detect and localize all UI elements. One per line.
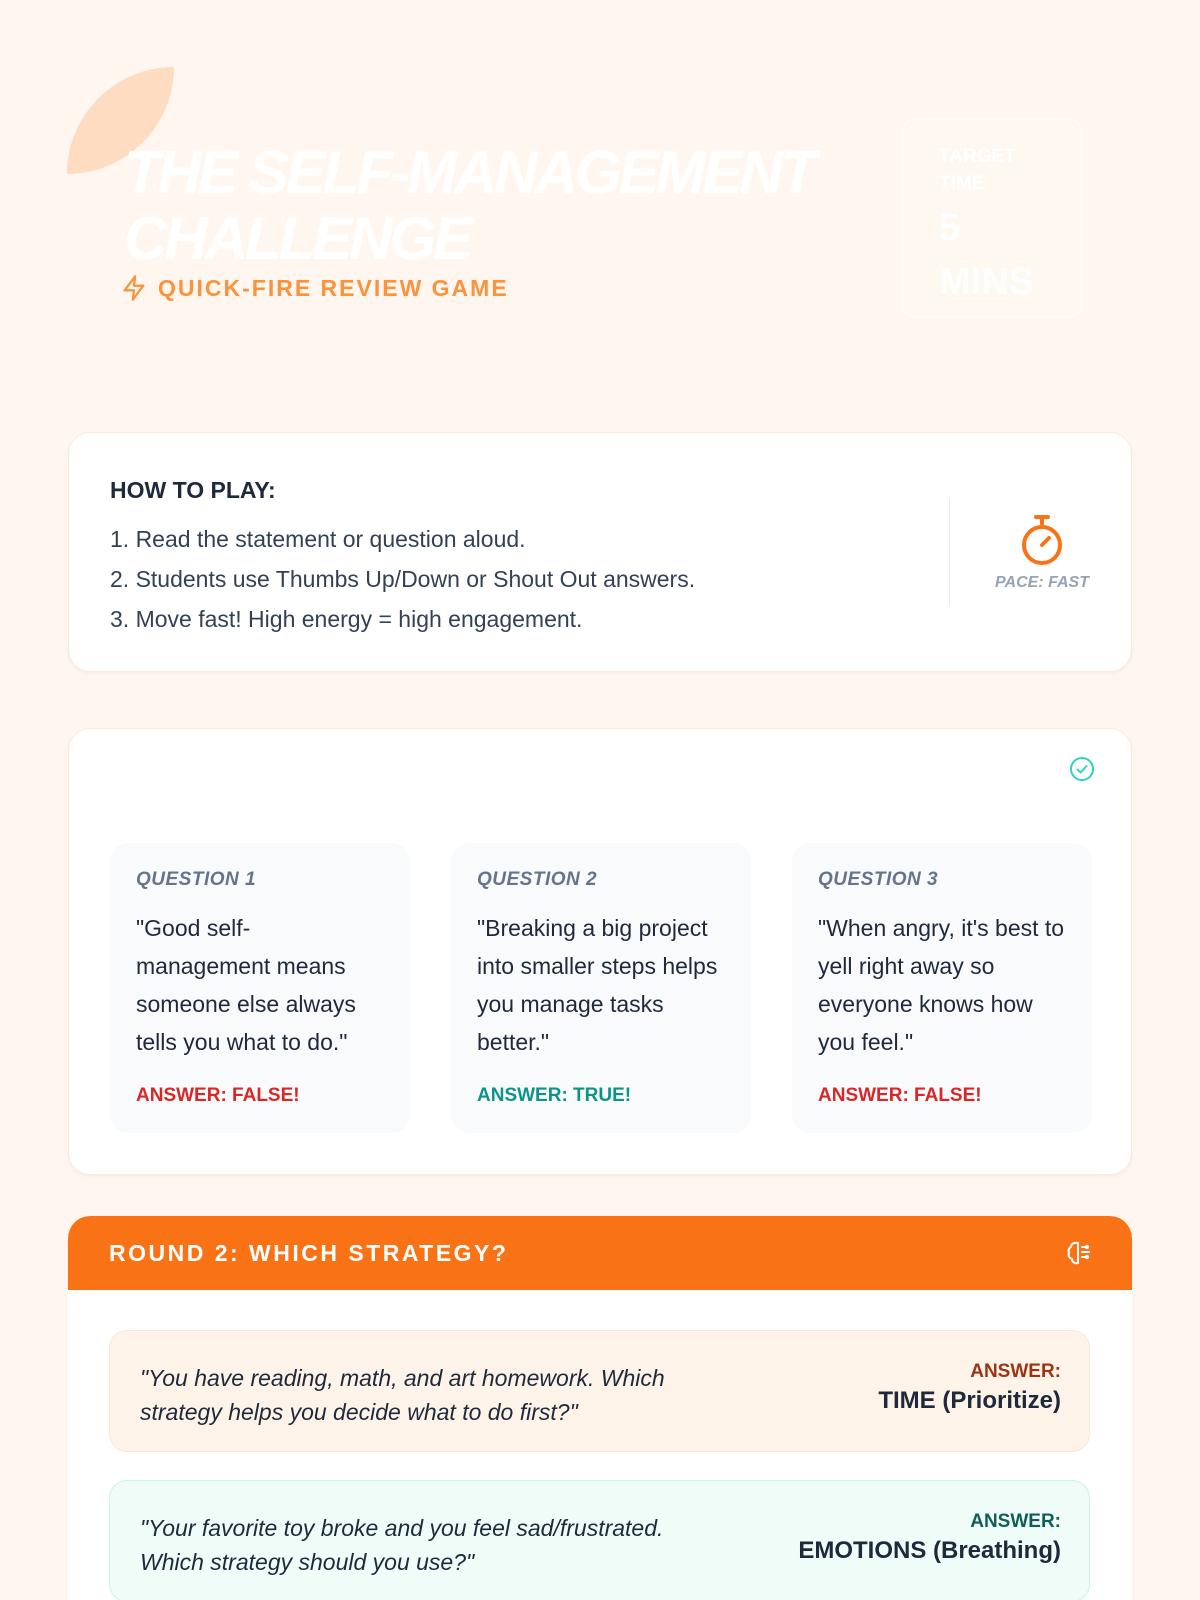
question-text: "When angry, it's best to yell right away so everyone knows how you feel.": [818, 915, 1065, 1055]
answer-label: ANSWER:: [970, 1511, 1061, 1532]
round-2-card: [68, 1216, 1132, 1600]
lightning-icon: [120, 274, 148, 302]
how-to-play-step: 2. Students use Thumbs Up/Down or Shout Out answers.: [110, 566, 696, 592]
subtitle-text: QUICK-FIRE REVIEW GAME: [158, 274, 509, 301]
question-answer: ANSWER: FALSE!: [136, 1085, 300, 1106]
question-card: [792, 843, 1092, 1133]
page-subtitle: [120, 274, 509, 302]
divider: [949, 499, 950, 605]
question-answer: ANSWER: TRUE!: [477, 1085, 632, 1106]
question-card: [110, 843, 410, 1133]
scenario-answer: [798, 1511, 1061, 1565]
how-to-play-title: HOW TO PLAY:: [110, 477, 276, 503]
page-title: THE SELF-MANAGEMENT CHALLENGE: [124, 139, 814, 272]
brain-icon: [1064, 1238, 1094, 1268]
pace-indicator: [983, 513, 1101, 592]
pace-label: PACE: FAST: [995, 574, 1089, 591]
target-time-value: 5 MINS: [939, 207, 1034, 303]
question-answer: ANSWER: FALSE!: [818, 1085, 982, 1106]
how-to-play-card: [68, 432, 1132, 672]
question-label: QUESTION 2: [477, 869, 598, 890]
round-2-header: [68, 1216, 1132, 1290]
scenario-text: "You have reading, math, and art homework. Which strategy helps you decide what to do first?": [140, 1365, 665, 1425]
how-to-play-step: 3. Move fast! High energy = high engagement.: [110, 606, 583, 632]
scenario-text: "Your favorite toy broke and you feel sad/frustrated. Which strategy should you use?": [140, 1515, 664, 1575]
check-circle-icon: [1068, 755, 1096, 783]
question-label: QUESTION 3: [818, 869, 939, 890]
question-text: "Breaking a big project into smaller steps helps you manage tasks better.": [477, 915, 718, 1055]
question-text: "Good self-management means someone else always tells you what to do.": [136, 915, 356, 1055]
scenario-answer: [878, 1361, 1061, 1415]
question-card: [451, 843, 751, 1133]
target-time-box: [902, 118, 1082, 318]
stopwatch-icon: [1018, 513, 1066, 567]
scenario-card: [109, 1480, 1090, 1600]
answer-value: TIME (Prioritize): [878, 1387, 1061, 1414]
round-2-title: ROUND 2: WHICH STRATEGY?: [109, 1240, 509, 1266]
round-1-card: [68, 728, 1132, 1175]
question-label: QUESTION 1: [136, 869, 257, 890]
answer-label: ANSWER:: [970, 1361, 1061, 1382]
target-time-label: TARGET TIME: [939, 146, 1016, 194]
scenario-card: [109, 1330, 1090, 1452]
how-to-play-steps: [110, 519, 695, 639]
answer-value: EMOTIONS (Breathing): [798, 1537, 1061, 1564]
how-to-play-step: 1. Read the statement or question aloud.: [110, 526, 526, 552]
